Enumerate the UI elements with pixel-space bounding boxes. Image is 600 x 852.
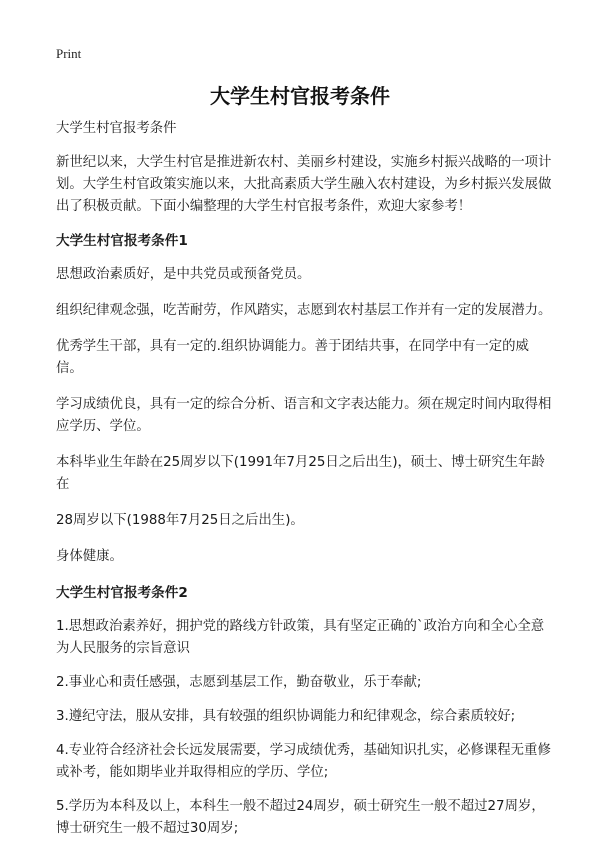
section-1-paragraph: 28周岁以下(1988年7月25日之后出生)。 [56,513,304,528]
section-2-item: 3.遵纪守法，服从安排，具有较强的组织协调能力和纪律观念，综合素质较好; [56,709,516,724]
page-title: 大学生村官报考条件 [210,84,390,108]
section-2-item: 4.专业符合经济社会长远发展需要，学习成绩优秀，基础知识扎实，必修课程无重修或补考，能如期毕业并取得相应的学历、学位; [56,743,551,780]
section-1-paragraph: 优秀学生干部，具有一定的.组织协调能力。善于团结共事，在同学中有一定的威信。 [56,339,529,376]
document-subtitle: 大学生村官报考条件 [56,121,177,136]
section-2-item: 2.事业心和责任感强，志愿到基层工作，勤奋敬业，乐于奉献; [56,675,422,690]
section-1-paragraph: 组织纪律观念强，吃苦耐劳，作风踏实，志愿到农村基层工作并有一定的发展潜力。 [56,303,552,318]
section-1-paragraph: 思想政治素质好，是中共党员或预备党员。 [56,267,311,282]
section-2-heading: 大学生村官报考条件2 [56,585,188,601]
section-1-paragraph: 学习成绩优良，具有一定的综合分析、语言和文字表达能力。须在规定时间内取得相应学历、学位。 [56,397,552,434]
intro-paragraph: 新世纪以来，大学生村官是推进新农村、美丽乡村建设，实施乡村振兴战略的一项计划。大学生村官政策实施以来，大批高素质大学生融入农村建设，为乡村振兴发展做出了积极贡献。下面小编整理的大学生村官报考条件，欢迎大家参考！ [56,155,552,214]
section-1-paragraph: 本科毕业生年龄在25周岁以下(1991年7月25日之后出生)，硕士、博士研究生年龄在 [56,455,545,492]
section-2-item: 1.思想政治素养好，拥护党的路线方针政策，具有坚定正确的`政治方向和全心全意为人民服务的宗旨意识 [56,619,545,656]
print-link[interactable]: Print [56,46,82,61]
section-1 [56,230,554,568]
document-body [56,118,554,852]
section-1-paragraph: 身体健康。 [56,549,123,564]
section-1-heading: 大学生村官报考条件1 [56,233,188,249]
section-2 [56,582,554,840]
section-2-item: 5.学历为本科及以上，本科生一般不超过24周岁，硕士研究生一般不超过27周岁，博士研究生一般不超过30周岁; [56,799,545,836]
